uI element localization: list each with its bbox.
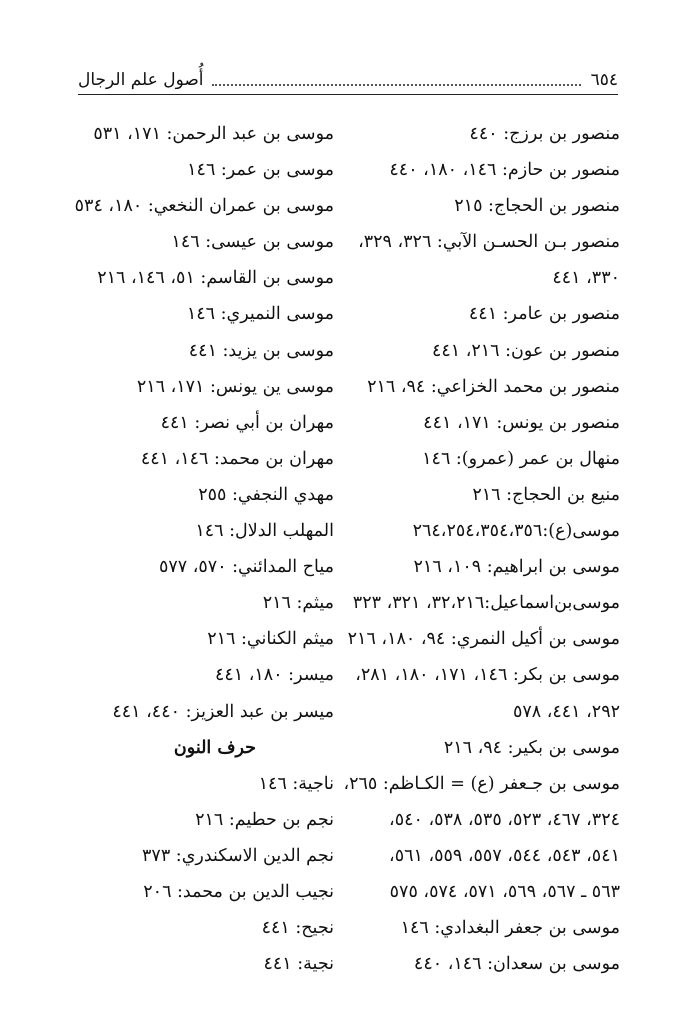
- index-entry: ناجية: ١٤٦: [258, 773, 334, 794]
- index-entry: مهران بن أبي نصر: ٤٤١: [160, 412, 334, 433]
- index-entry: منصور بن عامر: ٤٤١: [468, 304, 620, 325]
- index-entry: ٥٤١، ٥٤٣، ٥٤٤، ٥٥٧، ٥٥٩، ٥٦١،: [389, 845, 620, 866]
- index-entry: موسى بن يزيد: ٤٤١: [188, 340, 334, 361]
- index-entry: موسى النميري: ١٤٦: [186, 304, 334, 325]
- index-entry: موسى بن سعدان: ١٤٦، ٤٤٠: [413, 954, 620, 975]
- index-entry: مياح المدائني: ٥٧٠، ٥٧٧: [158, 557, 334, 578]
- running-header: [78, 66, 618, 95]
- index-entry: ميثم الكناني: ٢١٦: [207, 629, 334, 650]
- index-entry: موسى بن ابراهيم: ١٠٩، ٢١٦: [413, 557, 620, 578]
- index-entry: نجيب الدين بن محمد: ٢٠٦: [143, 881, 334, 902]
- index-column-left: [74, 116, 334, 982]
- index-entry: منصور بن برزج: ٤٤٠: [469, 124, 620, 144]
- index-entry: ميسر: ١٨٠، ٤٤١: [214, 665, 334, 686]
- index-entry: نجية: ٤٤١: [263, 954, 334, 975]
- index-entry: مهران بن محمد: ١٤٦، ٤٤١: [140, 448, 334, 469]
- index-entry: موسى(ع):٢٦٤،٢٥٤،٣٥٤،٣٥٦: [412, 521, 620, 542]
- index-entry: نجيح: ٤٤١: [261, 918, 334, 939]
- page-number: ٦٥٤: [590, 70, 618, 90]
- index-entry: نجم الدين الاسكندري: ٣٧٣: [142, 845, 334, 866]
- index-entry: موسى بن عيسى: ١٤٦: [171, 232, 334, 253]
- index-entry: منصور بن يونس: ١٧١، ٤٤١: [423, 412, 620, 433]
- index-entry: منصور بن حازم: ١٤٦، ١٨٠، ٤٤٠: [389, 160, 620, 181]
- index-column-right: [343, 116, 620, 982]
- index-entry: منصور بـن الحسـن الآبي: ٣٢٦، ٣٢٩،: [358, 232, 620, 253]
- index-entry: ميثم: ٢١٦: [262, 593, 334, 614]
- index-entry: موسى بن عبد الرحمن: ١٧١، ٥٣١: [93, 124, 334, 144]
- index-entry: مهدي النجفي: ٢٥٥: [198, 484, 334, 505]
- book-title: أُصول علم الرجال: [78, 70, 204, 90]
- index-entry: ٣٣٠، ٤٤١: [552, 268, 620, 289]
- index-entry: المهلب الدلال: ١٤٦: [195, 521, 334, 542]
- dot-leader: [212, 74, 581, 86]
- index-entry: موسى بن القاسم: ٥١، ١٤٦، ٢١٦: [97, 268, 334, 289]
- index-entry: ٢٩٢، ٤٤١، ٥٧٨: [512, 701, 620, 722]
- index-entry: ٥٦٣ ـ ٥٦٧، ٥٦٩، ٥٧١، ٥٧٤، ٥٧٥: [389, 881, 620, 902]
- section-heading: حرف النون: [173, 737, 256, 758]
- index-entry: موسى بن عمر: ١٤٦: [187, 160, 334, 181]
- index-entry: موسى بن بكير: ٩٤، ٢١٦: [443, 737, 620, 758]
- index-entry: موسى‌بن‌اسماعيل:٣٢،٢١٦، ٣٢١، ٣٢٣: [352, 593, 620, 614]
- index-entry: موسى ين يونس: ١٧١، ٢١٦: [136, 376, 334, 397]
- index-entry: موسى بن جعفر البغدادي: ١٤٦: [400, 918, 620, 939]
- index-entry: منصور بن عون: ٢١٦، ٤٤١: [431, 340, 620, 361]
- index-entry: منصور بن الحجاج: ٢١٥: [454, 196, 620, 217]
- index-entry: منصور بن محمد الخزاعي: ٩٤، ٢١٦: [367, 376, 620, 397]
- index-entry: منيع بن الحجاج: ٢١٦: [472, 484, 620, 505]
- index-entry: موسى بن أكيل النمري: ٩٤، ١٨٠، ٢١٦: [347, 629, 620, 650]
- index-entry: موسى بن بكر: ١٤٦، ١٧١، ١٨٠، ٢٨١،: [355, 665, 620, 686]
- index-entry: موسى بن عمران النخعي: ١٨٠، ٥٣٤: [74, 196, 334, 217]
- index-entry: ٣٢٤، ٤٦٧، ٥٢٣، ٥٣٥، ٥٣٨، ٥٤٠،: [389, 809, 620, 830]
- index-entry: منهال بن عمر (عمرو): ١٤٦: [422, 448, 620, 469]
- index-entry: نجم بن حطيم: ٢١٦: [195, 809, 334, 830]
- index-entry: موسى بن جـعفر (ع) = الكـاظم: ٢٦٥،: [343, 773, 620, 794]
- index-entry: ميسر بن عبد العزيز: ٤٤٠، ٤٤١: [112, 701, 334, 722]
